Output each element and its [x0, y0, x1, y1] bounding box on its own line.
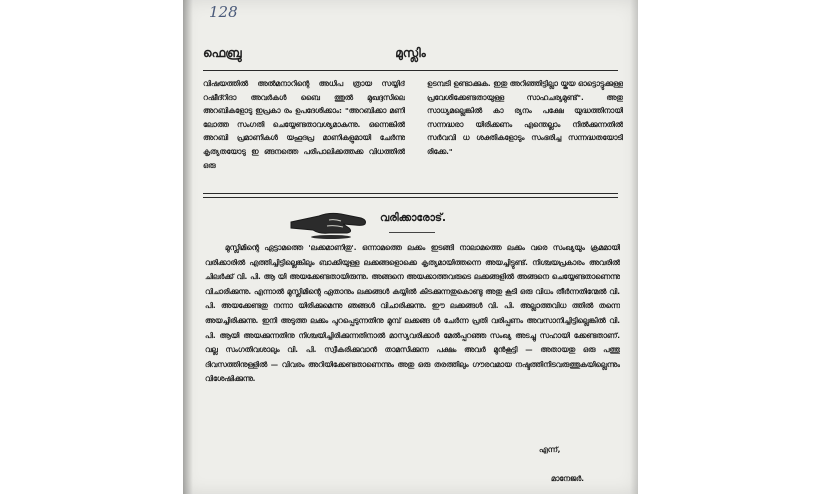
handwritten-page-number: 128 — [209, 3, 238, 21]
edge-shadow — [630, 0, 638, 494]
scanned-page — [183, 0, 638, 494]
header-rule — [203, 70, 618, 71]
binding-shadow — [183, 0, 193, 494]
title-underline — [389, 232, 435, 233]
column-left-text: വിഷയത്തിൽ അൽമനാറിന്റെ അധിപ ത്രായ സയ്യിദ് റഷീദ്റിദാ അവർകൾ ബൈ ത്തുൽ മുഖദ്ദസിലെ അറബികളോടു ഇപ്രകാ രം ഉപദേശിക്കാം: "അറബിക്കാ മണി ലോത്ത സംഗതി ചെയ്യേണ്ടതാവശ്യമാകുന്നു. ഒന്നെങ്കിൽ അറബി പ്രമാണികൾ യഹൂദപ്ര മാണികളുമായി ചേർന്നു കൃത്യതയോടു ഇ ങ്ങനത്തെ പരിപാലിക്കത്തക്ക വിധത്തിൽ ഒരു — [203, 79, 405, 170]
column-right-text: ഉടമ്പടി ഉണ്ടാക്കുക. ഇതു അറിഞ്ഞിട്ടില്ലാ യ്കയ ഓട്ടൊട്ടുക്കുള്ള പ്രവേശിക്കേണ്ടതായുള്ള സാഹചര്യമുണ്ട്". അതു സാധ്യമല്ലെങ്കിൽ കാ ര്യനം പക്ഷേ യുദ്ധത്തിനായി സന്നദ്ധരാ യിരിക്കണം എന്തെല്ലാം നിൽക്കുന്നതിൽ സർവവി ധ ശക്തികളോടും സംഭരിച്ച സന്നദ്ധതയോടി രിക്കേ." — [427, 79, 623, 156]
section-divider-bottom — [203, 197, 618, 198]
pointing-hand-icon — [289, 208, 369, 240]
section-divider-top — [203, 193, 618, 194]
notice-body: മുസ്ലിമിന്റെ ഏട്ടാമത്തെ 'ലക്കമാണിതു'. ഒന്നാമത്തെ ലക്കം ഇടങ്ങി നാലാമത്തെ ലക്കം വരെ സംഖ്യയും ക്രമമായി വരിക്കാരിൽ എത്തിച്ചിട്ടില്ലെങ്കിലും ബാക്കിയുള്ള ലക്കങ്ങളൊക്കെ കൃത്യമായിത്തന്നെ അയച്ചിട്ടുണ്ട്. നിശ്ചയപ്രകാരം അവരിൽ ചിലർക്ക് വി. പി. ആ യി അയക്കേണ്ടതായിരുന്നു. അങ്ങനെ അയക്കാത്തവരുടെ ലക്കങ്ങളിൽ അങ്ങനെ ചെയ്യേണ്ടതാണെന്നു വിചാരിക്കുന്നു. എന്നാൽ മുസ്ലിമിന്റെ ഏതാനും ലക്കങ്ങൾ കയ്യിൽ കിടക്കുന്നതുകൊണ്ടു അതു കൂടി ഒരു വിധം തീർന്നതിന്മേൽ വി. പി. അയക്കേണ്ടതു നന്നാ യിരിക്കുമെന്നു ഞങ്ങൾ വിചാരിക്കുന്നു. ഈ ലക്കങ്ങൾ വി. പി. അല്ലാത്തവിധ ത്തിൽ തന്നെ അയച്ചിരിക്കുന്നു. ഇനി അടുത്ത ലക്കം പുറപ്പെടുന്നതിനു മുമ്പ് ലക്കങ്ങ ൾ ചേർന്ന പ്രതി വരിപ്പണം അവസാനിച്ചിട്ടില്ലെങ്കിൽ വി. പി. ആയി അയക്കുന്നതിനു നിശ്ചയിച്ചിരിക്കുന്നതിനാൽ മാസ്യവരിക്കാർ മേൽപ്പറഞ്ഞ സംഖ്യ അടച്ചു സഹായി ക്കേണ്ടതാണ്. വല്ല സംഗതിവശാലും വി. പി. സ്വീകരിക്കുവാൻ താമസിക്കുന്ന പക്ഷം അവർ മുൻകൂട്ടി — അതായതു ഒരു പത്തു ദിവസത്തിനുള്ളിൽ — വിവരം അറിയിക്കേണ്ടതാണെന്നും അതു ഒരു തരത്തിലും ഗൗരവമായ നഷ്ടത്തിനിടവരുത്തുകയില്ലെന്നും വിശേഷിക്കുന്നു. — [205, 243, 620, 384]
running-header-title: മുസ്ലിം — [395, 46, 426, 60]
running-header-month: ഫെബ്രു — [203, 46, 242, 60]
section-title: വരിക്കാരോട്. — [380, 212, 447, 224]
closing-phrase: എന്ന്, — [539, 445, 561, 454]
signature-manager: മാനേജർ. — [551, 474, 584, 483]
